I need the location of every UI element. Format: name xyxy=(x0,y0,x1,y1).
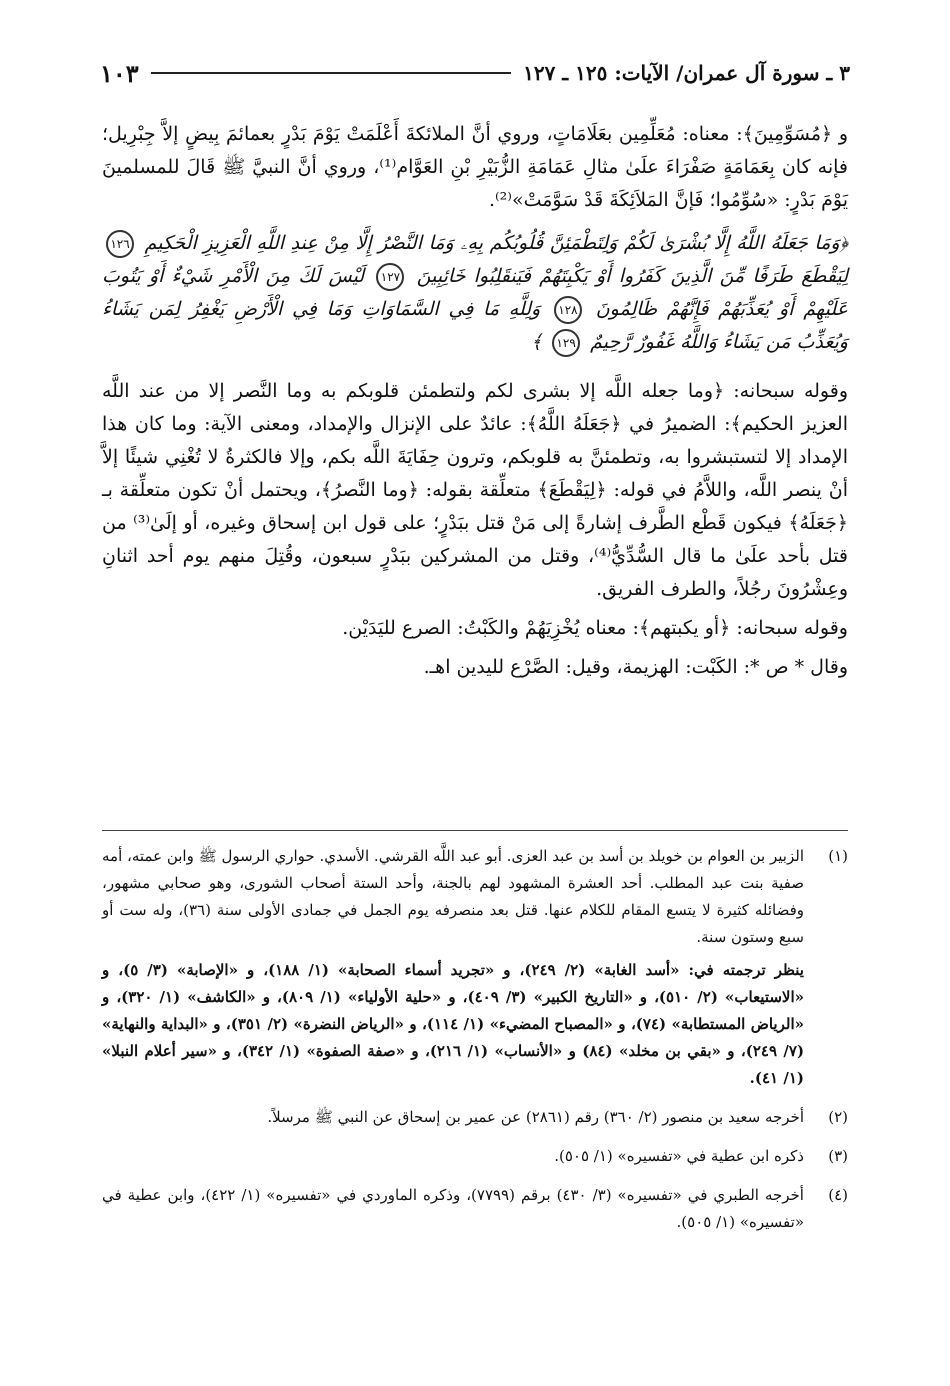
verse-number-marker: ١٢٦ xyxy=(106,230,134,258)
footnote-number: (٣) xyxy=(828,1147,848,1165)
quran-verses xyxy=(102,227,848,359)
page-number: ١٠٣ xyxy=(100,58,139,88)
running-header xyxy=(100,58,850,88)
footnote-number: (٢) xyxy=(828,1108,848,1126)
verse-text-129: وَلِلَّهِ مَا فِي السَّمَاوَاتِ وَمَا فِي الْأَرْضِ يَغْفِرُ لِمَن يَشَاءُ وَيُعَذِّبُ مَن يَشَاءُ وَاللَّهُ غَفُورٌ رَّحِيمٌ xyxy=(102,298,848,353)
main-text xyxy=(102,118,848,688)
verse-text-128: لَيْسَ لَكَ مِنَ الْأَمْرِ شَيْءٌ أَوْ يَتُوبَ عَلَيْهِمْ أَوْ يُعَذِّبَهُمْ فَإِنَّهُمْ ظَالِمُونَ xyxy=(102,265,848,320)
verse-number-marker: ١٢٧ xyxy=(376,263,404,291)
footnote-number: (١) xyxy=(828,847,848,865)
footnote-text: أخرجه الطبري في «تفسيره» (٣/ ٤٣٠) برقم (٧٧٩٩)، وذكره الماوردي في «تفسيره» (١/ ٤٢٢)، وابن عطية في «تفسيره» (١/ ٥٠٥). xyxy=(102,1186,804,1231)
footnote-number: (٤) xyxy=(828,1186,848,1204)
verse-number-marker: ١٢٩ xyxy=(552,329,580,357)
verse-text-127: لِيَقْطَعَ طَرَفًا مِّنَ الَّذِينَ كَفَرُوا أَوْ يَكْبِتَهُمْ فَيَنقَلِبُوا خَائِبِينَ xyxy=(416,265,848,287)
paragraph-musawwimin: و ﴿مُسَوِّمِينَ﴾: معناه: مُعَلِّمِين بعَلَامَاتٍ، وروي أنَّ الملائكةَ أَعْلَمَتْ يَوْمَ بَدْرٍ بعمائمَ بِيضٍ إلاَّ جِبْرِيل؛ فإنه كان بِعَمَامَةٍ صَفْرَاءَ علَىٰ مثالِ عَمَامَةِ الزُّبَيْرِ بْنِ العَوَّام⁽¹⁾، وروي أنَّ النبيَّ ﷺ قَالَ للمسلمينَ يَوْمَ بَدْرٍ: «سُوِّمُوا؛ فَإنَّ المَلاَئِكَةَ قَدْ سَوَّمَتْ»⁽²⁾. xyxy=(102,123,848,211)
footnote-item xyxy=(102,1143,848,1176)
header-rule xyxy=(151,72,511,74)
footnote-text: ذكره ابن عطية في «تفسيره» (١/ ٥٠٥). xyxy=(554,1147,804,1165)
verse-close-bracket: ﴾ xyxy=(530,331,543,353)
footnote-item xyxy=(102,843,848,1098)
footnote-item xyxy=(102,1104,848,1137)
header-title: ٣ ـ سورة آل عمران/ الآيات: ١٢٥ ـ ١٢٧ xyxy=(523,61,850,85)
footnote-item xyxy=(102,1182,848,1242)
verse-text-126: ﴿وَمَا جَعَلَهُ اللَّهُ إِلَّا بُشْرَىٰ لَكُمْ وَلِتَطْمَئِنَّ قُلُوبُكُم بِهِۦ وَمَا النَّصْرُ إِلَّا مِنْ عِندِ اللَّهِ الْعَزِيزِ الْحَكِيمِ xyxy=(144,232,848,254)
paragraph-kabt: وقال * ص *: الكَبْت: الهزيمة، وقيل: الصَّرْع لليدين اهـ. xyxy=(423,656,848,678)
paragraph-yakbitahum: وقوله سبحانه: ﴿أو يكبتهم﴾: معناه يُخْزِيَهُمْ والكَبْتُ: الصرع لليَدَيْن. xyxy=(342,617,848,639)
footnotes xyxy=(102,830,848,1248)
footnote-text: أخرجه سعيد بن منصور (٢/ ٣٦٠) رقم (٢٨٦١) عن عمير بن إسحاق عن النبي ﷺ مرسلاً. xyxy=(267,1108,804,1126)
paragraph-commentary: وقوله سبحانه: ﴿وما جعله اللَّه إلا بشرى لكم ولتطمئن قلوبكم به وما النَّصر إلا من عند اللَّه العزيز الحكيم﴾: الضميرُ في ﴿جَعَلَهُ اللَّهُ﴾: عائدٌ على الإنزال والإمداد، ومعنى الآية: وما كان هذا الإمداد إلا لتستبشروا به، وتطمئنَّ به قلوبكم، وترون حِفَايَةَ اللَّه بكم، وإلا فالكثرةُ لا تُغْنِي شيئًا إلاَّ أنْ ينصر اللَّه، واللاَّمُ في قوله: ﴿لِيَقْطَعَ﴾ متعلِّقة بقوله: ﴿وما النَّصرُ﴾، ويحتمل أنْ تكون متعلِّقة بـ ﴿جَعَلَهُ﴾ فيكون قَطْع الطَّرف إشارةً إلى مَنْ قتل ببَدْرٍ؛ على قول ابن إسحاق وغيره، أو إلَىٰ⁽³⁾ من قتل بأحد علَىٰ ما قال السُّدِّيُّ⁽⁴⁾، وقتل من المشركين ببَدْرٍ سبعون، وقُتِلَ منهم يوم أحد اثنانِ وعِشْرُونَ رجُلاً، والطرف الفريق. xyxy=(102,380,848,600)
footnote-text: الزبير بن العوام بن خويلد بن أسد بن عبد العزى. أبو عبد اللَّه القرشي. الأسدي. حواري الرسول ﷺ وابن عمته، أمه صفية بنت عبد المطلب. أحد العشرة المشهود لهم بالجنة، وأحد الستة أصحاب الشورى، وهو صحابي مشهور، وفضائله كثيرة لا يتسع المقام للكلام عنها. قتل بعد منصرفه يوم الجمل في جمادى الأولى سنة (٣٦)، وله ست أو سبع وستون سنة. xyxy=(102,847,804,946)
footnote-references: ينظر ترجمته في: «أسد الغابة» (٢/ ٢٤٩)، و «تجريد أسماء الصحابة» (١/ ١٨٨)، و «الإصابة» (٣/ ٥)، و «الاستيعاب» (٢/ ٥١٠)، و «التاريخ الكبير» (٣/ ٤٠٩)، و «حلية الأولياء» (١/ ٨٠٩)، و «الكاشف» (١/ ٣٢٠)، و «الرياض المستطابة» (٧٤)، و «المصباح المضيء» (١/ ١١٤)، و «الرياض النضرة» (٢/ ٣٥١)، و «البداية والنهاية» (٧/ ٢٤٩)، و «بقي بن مخلد» (٨٤) و «الأنساب» (١/ ٢١٦)، و «صفة الصفوة» (١/ ٣٤٢)، و «سير أعلام النبلا» (١/ ٤١). xyxy=(102,961,805,1087)
verse-number-marker: ١٢٨ xyxy=(554,296,582,324)
